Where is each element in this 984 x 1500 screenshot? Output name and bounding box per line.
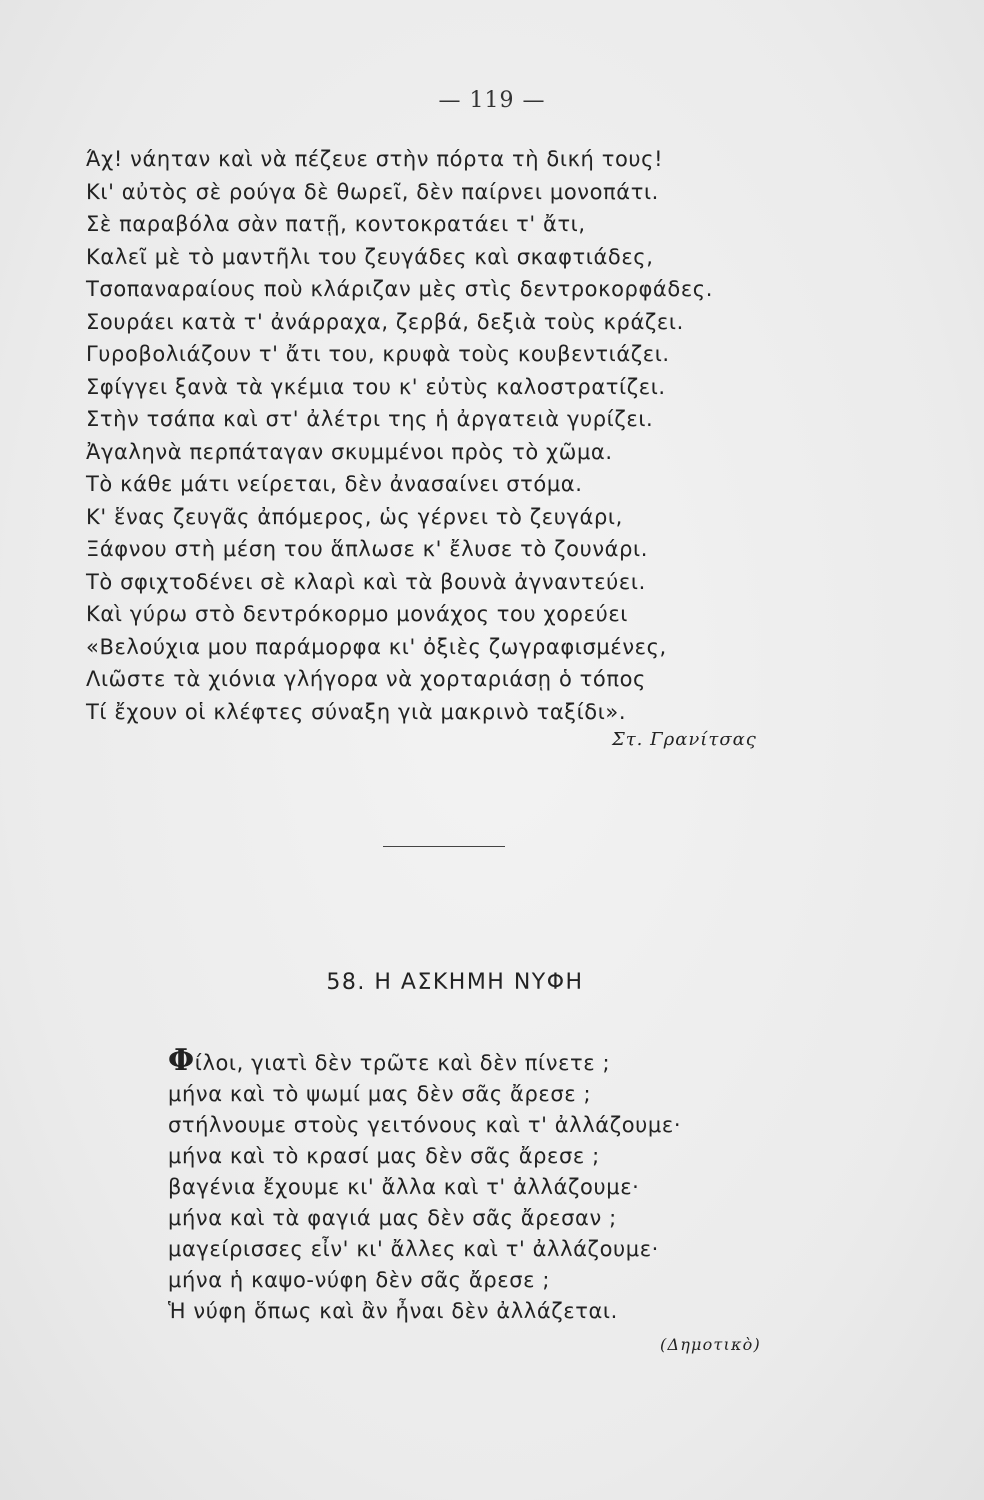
poem-line: Καὶ γύρω στὸ δεντρόκορμο μονάχος του χορεύει <box>86 602 628 626</box>
poem-line: μήνα καὶ τὸ ψωμί μας δὲν σᾶς ἄρεσε ; <box>168 1082 592 1106</box>
poem-line: μήνα ἡ καψο-νύφη δὲν σᾶς ἄρεσε ; <box>168 1268 551 1292</box>
poem-line: μαγείρισσες εἶν' κι' ἄλλες καὶ τ' ἀλλάζουμε· <box>168 1237 659 1261</box>
poem-line: στήλνουμε στοὺς γειτόνους καὶ τ' ἀλλάζουμε· <box>168 1113 682 1137</box>
poem-line: «Βελούχια μου παράμορφα κι' ὀξιὲς ζωγραφισμένες, <box>86 634 667 659</box>
page-number: — 119 — <box>438 88 546 113</box>
poem-first-line <box>168 1043 808 1079</box>
poem-line: Στὴν τσάπα καὶ στ' ἀλέτρι της ἡ ἀργατειὰ γυρίζει. <box>86 407 654 431</box>
poem-line: Τὸ σφιχτοδένει σὲ κλαρὶ καὶ τὰ βουνὰ ἀγναντεύει. <box>86 569 646 594</box>
poem-author: Στ. Γρανίτσας <box>612 729 757 750</box>
section-heading: 58. Η ΑΣΚΗΜΗ ΝΥΦΗ <box>326 970 584 995</box>
poem-line: Τί ἔχουν οἱ κλέφτες σύναξη γιὰ μακρινὸ ταξίδι». <box>86 699 627 724</box>
poem-line-text: ίλοι, γιατὶ δὲν τρῶτε καὶ δὲν πίνετε ; <box>194 1051 611 1075</box>
poem-line: Κ' ἕνας ζευγᾶς ἀπόμερος, ὡς γέρνει τὸ ζευγάρι, <box>86 504 623 529</box>
poem-line: Σὲ παραβόλα σὰν πατῇ, κοντοκρατάει τ' ἄτι, <box>86 212 586 236</box>
poem-line: Άχ! νάηταν καὶ νὰ πέζευε στὴν πόρτα τὴ δική τους! <box>86 147 664 171</box>
poem-continuation <box>86 143 806 728</box>
poem-line: Ἡ νύφη ὅπως καὶ ἂν ἦναι δὲν ἀλλάζεται. <box>168 1299 618 1323</box>
poem-line: Ξάφνου στὴ μέση του ἅπλωσε κ' ἔλυσε τὸ ζουνάρι. <box>86 537 649 561</box>
poem-line: Τσοπαναραίους ποὺ κλάριζαν μὲς στὶς δεντροκορφάδες. <box>86 277 713 301</box>
poem-line: Τὸ κάθε μάτι νείρεται, δὲν ἀνασαίνει στόμα. <box>86 472 583 496</box>
poem-line: μήνα καὶ τὰ φαγιά μας δὲν σᾶς ἄρεσαν ; <box>168 1206 617 1230</box>
poem-line: Γυροβολιάζουν τ' ἄτι του, κρυφὰ τοὺς κουβεντιάζει. <box>86 342 670 366</box>
poem-line: Ἀγαληνὰ περπάταγαν σκυμμένοι πρὸς τὸ χῶμα. <box>86 439 613 464</box>
section-divider <box>383 846 505 847</box>
poem-line: μήνα καὶ τὸ κρασί μας δὲν σᾶς ἄρεσε ; <box>168 1144 600 1168</box>
poem-line: βαγένια ἔχουμε κι' ἄλλα καὶ τ' ἀλλάζουμε· <box>168 1175 640 1199</box>
drop-cap: Φ <box>168 1043 195 1078</box>
poem-line: Λιῶστε τὰ χιόνια γλήγορα νὰ χορταριάσῃ ὁ τόπος <box>86 667 646 691</box>
poem-line: Κι' αὐτὸς σὲ ρούγα δὲ θωρεῖ, δὲν παίρνει μονοπάτι. <box>86 179 659 204</box>
poem-folk-song <box>168 1043 808 1327</box>
poem-source: (Δημοτικὸ) <box>660 1335 761 1354</box>
poem-line: Καλεῖ μὲ τὸ μαντῆλι του ζευγάδες καὶ σκαφτιάδες, <box>86 244 654 269</box>
poem-line: Σουράει κατὰ τ' ἀνάρραχα, ζερβά, δεξιὰ τοὺς κράζει. <box>86 309 684 334</box>
poem-line: Σφίγγει ξανὰ τὰ γκέμια του κ' εὐτὺς καλοστρατίζει. <box>86 374 666 399</box>
